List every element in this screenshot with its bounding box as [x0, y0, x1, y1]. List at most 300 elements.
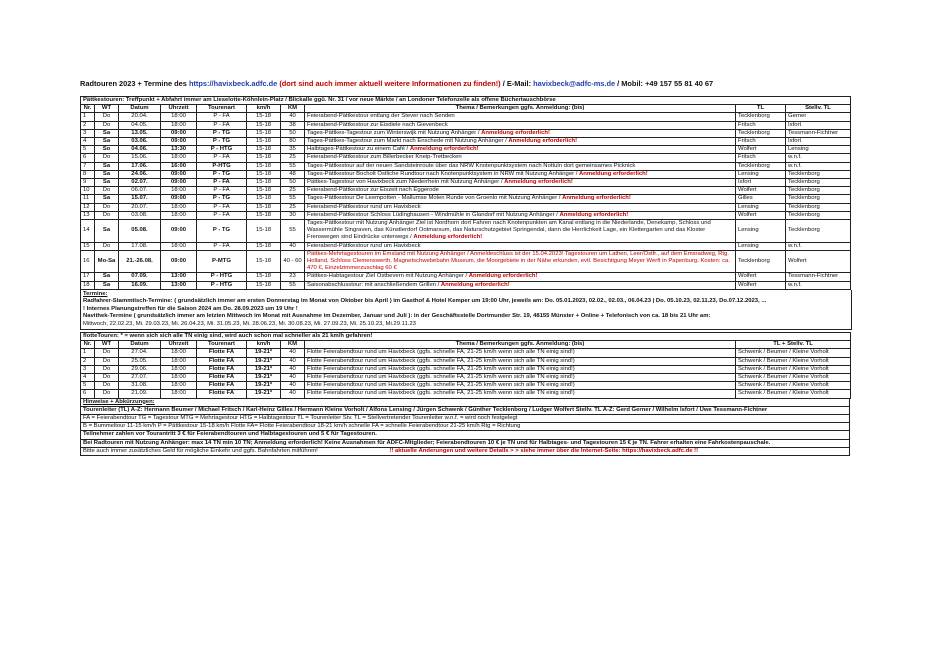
table-row: [81, 129, 851, 137]
row-date: 03.08.: [119, 211, 161, 219]
row-speed: 15-18: [247, 220, 281, 243]
row-weekday: Sa: [95, 170, 119, 178]
row-date: 25.05.: [119, 357, 161, 365]
row-tour-type: P - FA: [197, 242, 247, 250]
row-topic-text: Pättkes-Tagestour von Havixbeck zum Niederrhein mit Nutzung Anhänger /: [307, 179, 505, 186]
hinweise-tourenleiter: Tourenleiter (TL) A-Z: Hermann Beumer / Michael Fritsch / Karl-Heinz Gilles / Hermann Kleine Vorholt / Alfons Lensing / Jürgen Schwenk / Günther Tecklenborg / Ludger Wolfert Stellv. TL A-Z: Gerd Gerner / Wilhelm Isfort / Uwe Tessmann-Fichtner: [81, 406, 850, 414]
row-speed: 15-18: [247, 250, 281, 273]
row-date: 31.08.: [119, 382, 161, 390]
row-time: 18:00: [161, 242, 197, 250]
row-nr: 6: [81, 154, 95, 162]
row-date: 15.06.: [119, 154, 161, 162]
row-distance: 25: [281, 154, 305, 162]
row-speed: 15-18: [247, 113, 281, 121]
table-row: [81, 373, 851, 381]
row-speed: 15-18: [247, 146, 281, 154]
row-tour-type: P - FA: [197, 203, 247, 211]
row-distance: 50: [281, 129, 305, 137]
row-tour-leader: Tecklenborg: [736, 129, 786, 137]
row-topic-text: Tages-Pättkestour Bocholt Östliche Rundtour nach Knotenpunktsystem in NRW mit Nutzung Anhänger /: [307, 170, 579, 177]
row-weekday: Do: [95, 121, 119, 129]
row-weekday: Sa: [95, 273, 119, 281]
row-topic: Flotte Feierabendtour rund um Havixbeck (ggfs. schnelle FA, 21-25 km/h wenn sich alle TN einig sind!): [305, 390, 736, 398]
row-deputy-leader: w.n.f.: [786, 281, 851, 289]
row-distance: 30: [281, 211, 305, 219]
row-topic: [305, 129, 736, 137]
flotte-col-header: Thema / Bemerkungen ggfs. Anmeldung: (bis): [305, 341, 736, 349]
row-tour-type: P - FA: [197, 187, 247, 195]
row-time: 18:00: [161, 187, 197, 195]
row-registration-note: Anmeldung erforderlich!: [508, 138, 578, 145]
row-weekday: Sa: [95, 138, 119, 146]
row-tour-type: Flotte FA: [197, 349, 247, 357]
row-tour-type: Flotte FA: [197, 382, 247, 390]
row-tour-leader: Tecklenborg: [736, 250, 786, 273]
row-weekday: Sa: [95, 281, 119, 289]
row-nr: 9: [81, 179, 95, 187]
row-date: 20.07.: [119, 203, 161, 211]
row-topic: [305, 250, 736, 273]
row-tour-leaders: Schwenk / Beumer / Kleine Vorholt: [736, 390, 851, 398]
row-tour-type: P - HTG: [197, 273, 247, 281]
paett-col-header: Nr.: [81, 105, 95, 113]
flotte-col-header: Nr.: [81, 341, 95, 349]
row-tour-leader: Wolfert: [736, 211, 786, 219]
row-date: 07.09.: [119, 273, 161, 281]
row-speed: 15-18: [247, 170, 281, 178]
table-row: [81, 390, 851, 398]
row-distance: 80: [281, 138, 305, 146]
row-distance: 40: [281, 357, 305, 365]
row-deputy-leader: Tecklenborg: [786, 179, 851, 187]
row-topic-text: Feierabend-Pättkestour entlang der Stever nach Senden: [307, 113, 455, 120]
row-nr: 3: [81, 129, 95, 137]
row-tour-type: Flotte FA: [197, 373, 247, 381]
row-nr: 7: [81, 162, 95, 170]
termine-planning: ! Internes Planungstreffen für die Saison 2024 am Do. 28.09.2023 um 19 Uhr !: [83, 305, 298, 312]
row-speed: 15-18: [247, 129, 281, 137]
row-date: 04.05.: [119, 121, 161, 129]
row-tour-type: P - HTG: [197, 146, 247, 154]
row-time: 09:00: [161, 250, 197, 273]
row-time: 18:00: [161, 357, 197, 365]
row-nr: 8: [81, 170, 95, 178]
row-time: 09:00: [161, 195, 197, 203]
row-distance: 23: [281, 273, 305, 281]
row-date: 17.08.: [119, 242, 161, 250]
row-topic-text: Feierabend-Pättkestour Schloss Lüdinghausen - Windmühle in Glandorf mit Nutzung Anhänger /: [307, 211, 560, 218]
row-distance: 40: [281, 365, 305, 373]
row-nr: 2: [81, 357, 95, 365]
row-weekday: Sa: [95, 162, 119, 170]
row-weekday: Sa: [95, 195, 119, 203]
table-row: [81, 179, 851, 187]
row-date: 21.09.: [119, 390, 161, 398]
row-tour-type: P - FA: [197, 211, 247, 219]
hinweise-footer-row: [81, 447, 850, 455]
row-tour-type: P - FA: [197, 113, 247, 121]
row-time: 09:00: [161, 179, 197, 187]
row-time: 16:00: [161, 162, 197, 170]
row-date: 20.04.: [119, 113, 161, 121]
row-weekday: Do: [95, 390, 119, 398]
row-date: 24.06.: [119, 170, 161, 178]
row-tour-type: P - FA: [197, 121, 247, 129]
flotte-meeting: flotteTouren: * = wenn sich sich alle TN einig sind, wird auch schon mal schneller als 21 km/h gefahren!: [81, 332, 851, 340]
row-time: 18:00: [161, 113, 197, 121]
row-date: 15.07.: [119, 195, 161, 203]
row-deputy-leader: Tessmann-Fichtner: [786, 129, 851, 137]
table-row: [81, 203, 851, 211]
header-title: Radtouren 2023 + Termine des: [80, 79, 187, 88]
row-deputy-leader: Isfort: [786, 121, 851, 129]
row-topic: [305, 187, 736, 195]
row-tour-leader: Wolfert: [736, 281, 786, 289]
row-nr: 3: [81, 365, 95, 373]
row-topic-text: Tages-Pättkestour mit Nutzung Anhänger Ziel ist Nordhorn dort Fahren nach Knotenpunkten am Kanal entlang in die Niederlande, Denekamp, Schloss und Wassermühle Singraven, das Künstlerdorf Ootmarsum, das Naturschutzgebiet Springendal, dann die Herrlichkeit Lage, ein Klettergarten und das Kloster Frenswegen sind Eindrücke unterwegs /: [307, 220, 711, 241]
table-row: [81, 170, 851, 178]
row-topic: [305, 242, 736, 250]
table-row: [81, 113, 851, 121]
paett-col-header: Uhrzeit: [161, 105, 197, 113]
row-tour-type: P - FA: [197, 179, 247, 187]
row-tour-type: P - TG: [197, 195, 247, 203]
table-row: [81, 154, 851, 162]
row-nr: 5: [81, 382, 95, 390]
row-tour-leader: Lensing: [736, 242, 786, 250]
row-registration-note: Anmeldung erforderlich!: [481, 129, 550, 136]
row-tour-leader: Isfort: [736, 179, 786, 187]
row-topic: [305, 170, 736, 178]
row-tour-type: P - TG: [197, 129, 247, 137]
row-date: 27.04.: [119, 349, 161, 357]
table-row: [81, 382, 851, 390]
hinweise-abbrev-2: B = Bummeltour 11-15 km/h P = Pättkestour 15-18 km/h Flotte FA= Flotte Feierabendtour 18-21 km/h schnelle FA = schnelle Feierabendtour 21-25 km/h Rtg = Richtung: [81, 423, 850, 431]
flotte-col-header: Tourenart: [197, 341, 247, 349]
row-speed: 15-18: [247, 273, 281, 281]
flotte-body: [81, 349, 851, 398]
row-time: 18:00: [161, 211, 197, 219]
row-deputy-leader: w.n.f.: [786, 242, 851, 250]
table-row: [81, 187, 851, 195]
row-time: 09:00: [161, 170, 197, 178]
row-registration-note: Anmeldung erforderlich!: [562, 195, 631, 202]
row-speed: 19-21*: [247, 349, 281, 357]
paett-col-header: TL: [736, 105, 786, 113]
row-tour-type: P - HTG: [197, 281, 247, 289]
row-speed: 19-21*: [247, 365, 281, 373]
row-weekday: Sa: [95, 179, 119, 187]
row-date: 03.06.: [119, 138, 161, 146]
row-speed: 15-18: [247, 138, 281, 146]
row-distance: 40: [281, 349, 305, 357]
row-registration-note: Anmeldung erforderlich!: [468, 273, 538, 280]
row-date: 29.06.: [119, 365, 161, 373]
flotte-header-row: [81, 341, 851, 349]
row-weekday: Do: [95, 365, 119, 373]
row-registration-note: Anmeldung erforderlich!: [409, 146, 479, 153]
row-topic-text: Feierabend-Pättkestour zum Billerbecker Kneip-Tretbecken: [307, 154, 462, 161]
row-topic: [305, 195, 736, 203]
row-distance: 40: [281, 113, 305, 121]
row-weekday: Do: [95, 382, 119, 390]
hinweise-abbrev-1: FA = Feierabendtour TG = Tagestour MTG = Mehrtagestour HTG = Halbtagestour TL = Tourenleiter Stv. TL = Stellvertretender Tourenleiter w.n.f. = wird noch festgelegt: [81, 414, 850, 422]
paett-col-header: Datum: [119, 105, 161, 113]
header-link[interactable]: https://havixbeck.adfc.de: [188, 79, 278, 88]
row-nr: 11: [81, 195, 95, 203]
paett-body: [81, 113, 851, 289]
document-page: [80, 78, 850, 456]
row-tour-type: Flotte FA: [197, 390, 247, 398]
page-header: [80, 78, 850, 90]
row-deputy-leader: Tecklenborg: [786, 211, 851, 219]
row-nr: 2: [81, 121, 95, 129]
row-nr: 12: [81, 203, 95, 211]
row-tour-type: P - TG: [197, 220, 247, 243]
row-distance: 55: [281, 162, 305, 170]
row-registration-note: Anmeldung erforderlich!: [440, 281, 510, 288]
table-row: [81, 357, 851, 365]
table-row: [81, 121, 851, 129]
header-mobil: / Mobil: +49 157 55 81 40 67: [617, 79, 714, 88]
row-speed: 19-21*: [247, 373, 281, 381]
row-nr: 5: [81, 146, 95, 154]
row-time: 13:00: [161, 281, 197, 289]
row-date: 27.07.: [119, 373, 161, 381]
row-topic: Flotte Feierabendtour rund um Havixbeck (ggfs. schnelle FA, 21-25 km/h wenn sich alle TN einig sind!): [305, 357, 736, 365]
row-topic-text: Tages-Pättkes-Tagestour zum Winterswijk mit Nutzung Anhänger /: [307, 129, 482, 136]
row-nr: 17: [81, 273, 95, 281]
row-topic: [305, 138, 736, 146]
row-weekday: Do: [95, 113, 119, 121]
hinweise-fees: Teilnehmer zahlen vor Tourantritt 3 € für Feierabendtouren und Halbtagestouren und 5 € für Tagestouren.: [81, 431, 850, 439]
table-row: [81, 250, 851, 273]
row-distance: 40: [281, 242, 305, 250]
row-deputy-leader: Lensing: [786, 146, 851, 154]
header-note: (dort sind auch immer aktuell weitere Informationen zu finden!): [279, 79, 501, 88]
row-deputy-leader: Tecklenborg: [786, 195, 851, 203]
row-topic-text: Tages-Pättkestour auf der neuen Sandsteinroute über das NRW Knotenpunktsystem nach Nottuln dort gemeinsames Picknick: [307, 162, 636, 169]
row-weekday: Do: [95, 203, 119, 211]
row-topic-text: Tages-Pättkestour De Leempotten - Mallumse Molen Runde von Groenlo mit Nutzung Anhänger /: [307, 195, 563, 202]
hinweise-changes: !! aktuelle Änderungen und weitere Details > > siehe immer über die Internet-Seite: https://havixbeck.adfc.de !!: [389, 447, 699, 454]
paett-col-header: Stellv. TL: [786, 105, 851, 113]
row-deputy-leader: Tecklenborg: [786, 187, 851, 195]
row-time: 18:00: [161, 121, 197, 129]
row-deputy-leader: Tecklenborg: [786, 203, 851, 211]
row-tour-type: Flotte FA: [197, 357, 247, 365]
table-row: [81, 162, 851, 170]
row-time: 18:00: [161, 373, 197, 381]
row-time: 09:00: [161, 129, 197, 137]
table-row: [81, 365, 851, 373]
row-distance: 40 - 60: [281, 250, 305, 273]
paett-col-header: KM: [281, 105, 305, 113]
row-topic: Flotte Feierabendtour rund um Havixbeck (ggfs. schnelle FA, 21-25 km/h wenn sich alle TN einig sind!): [305, 373, 736, 381]
row-date: 16.09.: [119, 281, 161, 289]
row-tour-leader: Gilles: [736, 195, 786, 203]
row-tour-leaders: Schwenk / Beumer / Kleine Vorholt: [736, 357, 851, 365]
row-speed: 15-18: [247, 121, 281, 129]
table-row: [81, 220, 851, 243]
table-row: [81, 273, 851, 281]
row-weekday: Do: [95, 211, 119, 219]
row-speed: 19-21*: [247, 382, 281, 390]
row-distance: 40: [281, 373, 305, 381]
row-topic: [305, 162, 736, 170]
row-weekday: Do: [95, 357, 119, 365]
row-tour-leaders: Schwenk / Beumer / Kleine Vorholt: [736, 349, 851, 357]
flotte-table: [80, 332, 851, 399]
table-row: [81, 195, 851, 203]
row-topic: [305, 220, 736, 243]
row-tour-leader: Fritsch: [736, 121, 786, 129]
row-tour-leader: Wolfert: [736, 146, 786, 154]
row-distance: 40: [281, 382, 305, 390]
row-nr: 6: [81, 390, 95, 398]
row-date: 05.08.: [119, 220, 161, 243]
row-topic: [305, 273, 736, 281]
paett-col-header: WT: [95, 105, 119, 113]
header-email[interactable]: havixbeck@adfc-ms.de: [533, 79, 616, 88]
row-date: 02.07.: [119, 179, 161, 187]
row-speed: 15-18: [247, 211, 281, 219]
row-tour-leader: Wolfert: [736, 187, 786, 195]
flotte-col-header: Uhrzeit: [161, 341, 197, 349]
row-weekday: Do: [95, 154, 119, 162]
paett-col-header: Thema / Bemerkungen ggfs. Anmeldung: (bis): [305, 105, 736, 113]
row-time: 13:30: [161, 146, 197, 154]
row-registration-note: Anmeldung erforderlich!: [504, 179, 573, 186]
row-nr: 18: [81, 281, 95, 289]
row-distance: 25: [281, 187, 305, 195]
hinweise-trailer: Bei Radtouren mit Nutzung Anhänger: max 14 TN min 10 TN; Anmeldung erforderlich! Keine Ausnahmen für ADFC-Mitglieder; Feierabendtouren 10 € je TN und für Halbtages- und Tagestouren 15 € je TN. Fahrer erhalten eine Fahrkostenpauschale.: [81, 439, 850, 447]
hinweise-title: Hinweise + Abkürzungen:: [81, 399, 850, 407]
row-topic: Flotte Feierabendtour rund um Havixbeck (ggfs. schnelle FA, 21-25 km/h wenn sich alle TN einig sind!): [305, 382, 736, 390]
header-email-label: / E-Mail:: [502, 79, 532, 88]
row-topic-text: Pättkes-Mehrtagestouren im Emsland mit Nutzung Anhänger / Anmeldeschluss ist der 15.04.2023! Tagestouren um Lathen, Leer/Ostfr., auf dem Emsradweg, Rtg. Holland, Schloss Clemenswerth, Magnetschwebebahn Museum, die Moorgebiete in der Nähe erkunden, evtl. Besichtigung Meyer Werft in Papenburg. Kosten: ca. 470 €, Einzelzimmerzuschlag 60 €: [307, 250, 730, 272]
row-time: 18:00: [161, 349, 197, 357]
row-speed: 15-18: [247, 281, 281, 289]
row-time: 09:00: [161, 220, 197, 243]
row-deputy-leader: w.n.f.: [786, 154, 851, 162]
row-tour-type: P - TG: [197, 170, 247, 178]
row-tour-type: P-MTG: [197, 250, 247, 273]
row-nr: 14: [81, 220, 95, 243]
paett-col-header: Tourenart: [197, 105, 247, 113]
row-deputy-leader: Tecklenborg: [786, 170, 851, 178]
row-date: 17.06.: [119, 162, 161, 170]
table-row: [81, 211, 851, 219]
row-speed: 15-18: [247, 179, 281, 187]
table-row: [81, 138, 851, 146]
row-topic: [305, 203, 736, 211]
row-topic-text: Feierabend-Pättkestour rund um Havixbeck: [307, 242, 421, 249]
row-nr: 10: [81, 187, 95, 195]
row-nr: 4: [81, 138, 95, 146]
row-topic: [305, 281, 736, 289]
table-row: [81, 146, 851, 154]
row-topic-text: Feierabend-Pättkestour rund um Havixbeck: [307, 203, 421, 210]
row-topic-text: Tages-Pättkes-Tagestour zum Markt nach Enschede mit Nutzung Anhänger /: [307, 138, 509, 145]
termine-navithek: Navithek-Termine ( grundsätzlich immer am letzten Mittwoch im Monat mit Ausnahme im Dezember, Januar und Juli ): in der Geschäftsstelle Dortmunder Str. 19, 48155 Münster + Online + Telefonisch von ca. 18 bis 21 Uhr am:: [83, 313, 711, 320]
row-topic: [305, 121, 736, 129]
row-tour-leaders: Schwenk / Beumer / Kleine Vorholt: [736, 365, 851, 373]
row-tour-type: P - FA: [197, 154, 247, 162]
row-weekday: Sa: [95, 129, 119, 137]
row-deputy-leader: Tecklenborg: [786, 220, 851, 243]
row-tour-leader: Lensing: [736, 220, 786, 243]
row-topic-text: Pättkes-Habtagestour Ziel Ostbevern mit Nutzung Anhänger /: [307, 273, 469, 280]
row-topic-text: Saisonabschlusstour: mit anschließendem Grillen /: [307, 281, 441, 288]
row-tour-type: P-HTG: [197, 162, 247, 170]
row-distance: 55: [281, 220, 305, 243]
row-weekday: So: [95, 146, 119, 154]
row-weekday: Do: [95, 373, 119, 381]
row-tour-leader: Fritsch: [736, 154, 786, 162]
row-tour-leader: Tecklenborg: [736, 162, 786, 170]
row-speed: 15-18: [247, 242, 281, 250]
row-distance: 50: [281, 179, 305, 187]
row-time: 18:00: [161, 203, 197, 211]
row-distance: 25: [281, 203, 305, 211]
row-time: 09:00: [161, 138, 197, 146]
row-distance: 55: [281, 281, 305, 289]
row-registration-note: Anmeldung erforderlich!: [578, 170, 648, 177]
row-registration-note: Anmeldung erforderlich!: [413, 234, 483, 241]
row-speed: 19-21*: [247, 390, 281, 398]
row-time: 18:00: [161, 365, 197, 373]
row-speed: 19-21*: [247, 357, 281, 365]
row-distance: 55: [281, 195, 305, 203]
table-row: [81, 349, 851, 357]
row-weekday: Mo-Sa: [95, 250, 119, 273]
row-speed: 15-18: [247, 154, 281, 162]
row-distance: 48: [281, 170, 305, 178]
paett-col-header: km/h: [247, 105, 281, 113]
flotte-col-header: Datum: [119, 341, 161, 349]
row-deputy-leader: Isfort: [786, 138, 851, 146]
row-speed: 15-18: [247, 195, 281, 203]
row-time: 13:00: [161, 273, 197, 281]
row-nr: 15: [81, 242, 95, 250]
paett-header-row: [81, 105, 851, 113]
row-nr: 1: [81, 349, 95, 357]
row-nr: 13: [81, 211, 95, 219]
row-weekday: Do: [95, 349, 119, 357]
row-date: 21.-26.08.: [119, 250, 161, 273]
row-time: 18:00: [161, 390, 197, 398]
hinweise-table: [80, 399, 850, 456]
row-tour-leader: Fritsch: [736, 138, 786, 146]
row-topic: [305, 146, 736, 154]
row-nr: 1: [81, 113, 95, 121]
row-topic: [305, 179, 736, 187]
row-tour-leader: Wolfert: [736, 273, 786, 281]
termine-navithek-dates: Mittwoch, 22.02.23, Mi. 29.03.23, Mi. 26.04.23, Mi. 31.05.23, Mi. 28.06.23, Mi. 30.08.23, Mi. 27.09.23, Mi. 25.10.23, Mi.29.11.23: [83, 320, 416, 327]
row-distance: 38: [281, 121, 305, 129]
row-topic: [305, 113, 736, 121]
row-deputy-leader: Wolfert: [786, 250, 851, 273]
row-topic: [305, 154, 736, 162]
row-tour-leaders: Schwenk / Beumer / Kleine Vorholt: [736, 382, 851, 390]
row-date: 06.07.: [119, 187, 161, 195]
flotte-col-header: TL + Stellv. TL: [736, 341, 851, 349]
row-tour-leader: Tecklenborg: [736, 113, 786, 121]
hinweise-cash: Bitte auch immer zusätzliches Geld für mögliche Einkehr und ggfs. Bahnfahrten mitführen!: [83, 447, 318, 454]
row-tour-leader: Lensing: [736, 170, 786, 178]
row-topic: Flotte Feierabendtour rund um Havixbeck (ggfs. schnelle FA, 21-25 km/h wenn sich alle TN einig sind!): [305, 349, 736, 357]
